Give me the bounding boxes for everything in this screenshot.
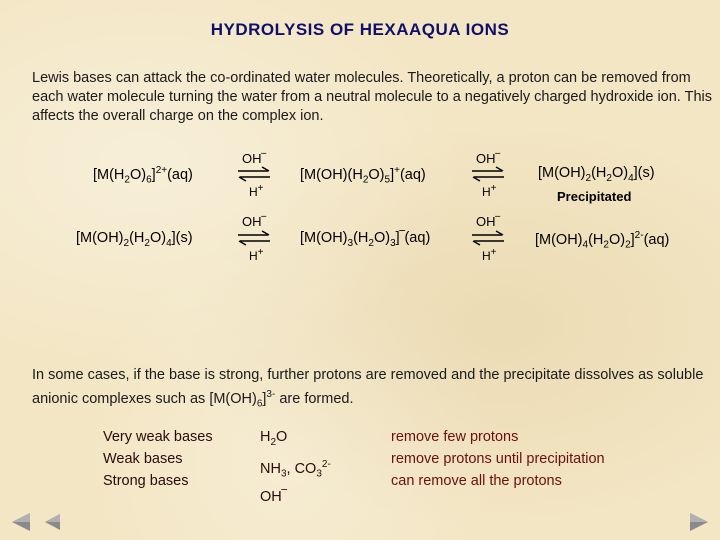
first-slide-icon[interactable]: [9, 512, 31, 532]
equilibrium-arrows-icon: [470, 166, 506, 182]
reagent-formula: OH‾: [260, 488, 287, 505]
hydroxide-reagent-label: OH‾: [476, 214, 500, 229]
reagent-formula: $NH_3$, $CO_3^{2-}$: [260, 458, 331, 480]
base-reagent-column: [260, 426, 331, 508]
base-effect: remove protons until precipitation: [391, 451, 605, 467]
trihydroxo-anion-formula: $[M(OH)_3(H_2O)_3]‾(aq)$: [300, 230, 431, 249]
page-title: HYDROLYSIS OF HEXAAQUA IONS: [210, 20, 510, 39]
precipitated-label: Precipitated: [557, 189, 632, 204]
base-name: Strong bases: [103, 473, 189, 489]
proton-label: H+: [482, 247, 497, 263]
base-effect: remove few protons: [391, 429, 519, 445]
tetrahydroxo-anion-formula: $[M(OH)_4(H_2O)_2]^{2-}(aq)$: [535, 230, 670, 251]
hydroxide-reagent-label: OH‾: [242, 151, 266, 166]
proton-label: H+: [482, 183, 497, 199]
base-strength-column: [103, 426, 213, 492]
pentaaqua-hydroxo-ion-formula: $[M(OH)(H_2O)_5]^+(aq)$: [300, 165, 426, 186]
strong-base-paragraph: In some cases, if the base is strong, further protons are removed and the precipitate dissolves as soluble anionic complexes such as $[M(OH)_6]^{3-}$ are formed.: [32, 367, 704, 410]
hydroxide-reagent-label: OH‾: [476, 151, 500, 166]
intro-paragraph: Lewis bases can attack the co-ordinated water molecules. Theoretically, a proton can be removed from each water molecule turning the water from a neutral molecule to a negatively charged hydroxide ion. This affects the overall charge on the complex ion.: [32, 70, 712, 124]
equilibrium-arrows-icon: [470, 230, 506, 246]
neutral-hydroxide-formula: $[M(OH)_2(H_2O)_4](s)$: [538, 165, 655, 184]
equilibrium-arrows-icon: [236, 166, 272, 182]
equilibrium-arrows-icon: [236, 230, 272, 246]
next-slide-icon[interactable]: [689, 512, 711, 532]
base-effect-column: [391, 426, 605, 492]
base-effect: can remove all the protons: [391, 473, 562, 489]
base-name: Very weak bases: [103, 429, 213, 445]
neutral-hydroxide-formula: $[M(OH)_2(H_2O)_4](s)$: [76, 230, 193, 249]
base-name: Weak bases: [103, 451, 183, 467]
previous-slide-icon[interactable]: [40, 512, 62, 532]
reagent-formula: $H_2O$: [260, 429, 288, 448]
proton-label: H+: [249, 247, 264, 263]
hydroxide-reagent-label: OH‾: [242, 214, 266, 229]
hexaaqua-ion-formula: $[M(H_2O)_6]^{2+}(aq)$: [93, 165, 193, 186]
proton-label: H+: [249, 183, 264, 199]
